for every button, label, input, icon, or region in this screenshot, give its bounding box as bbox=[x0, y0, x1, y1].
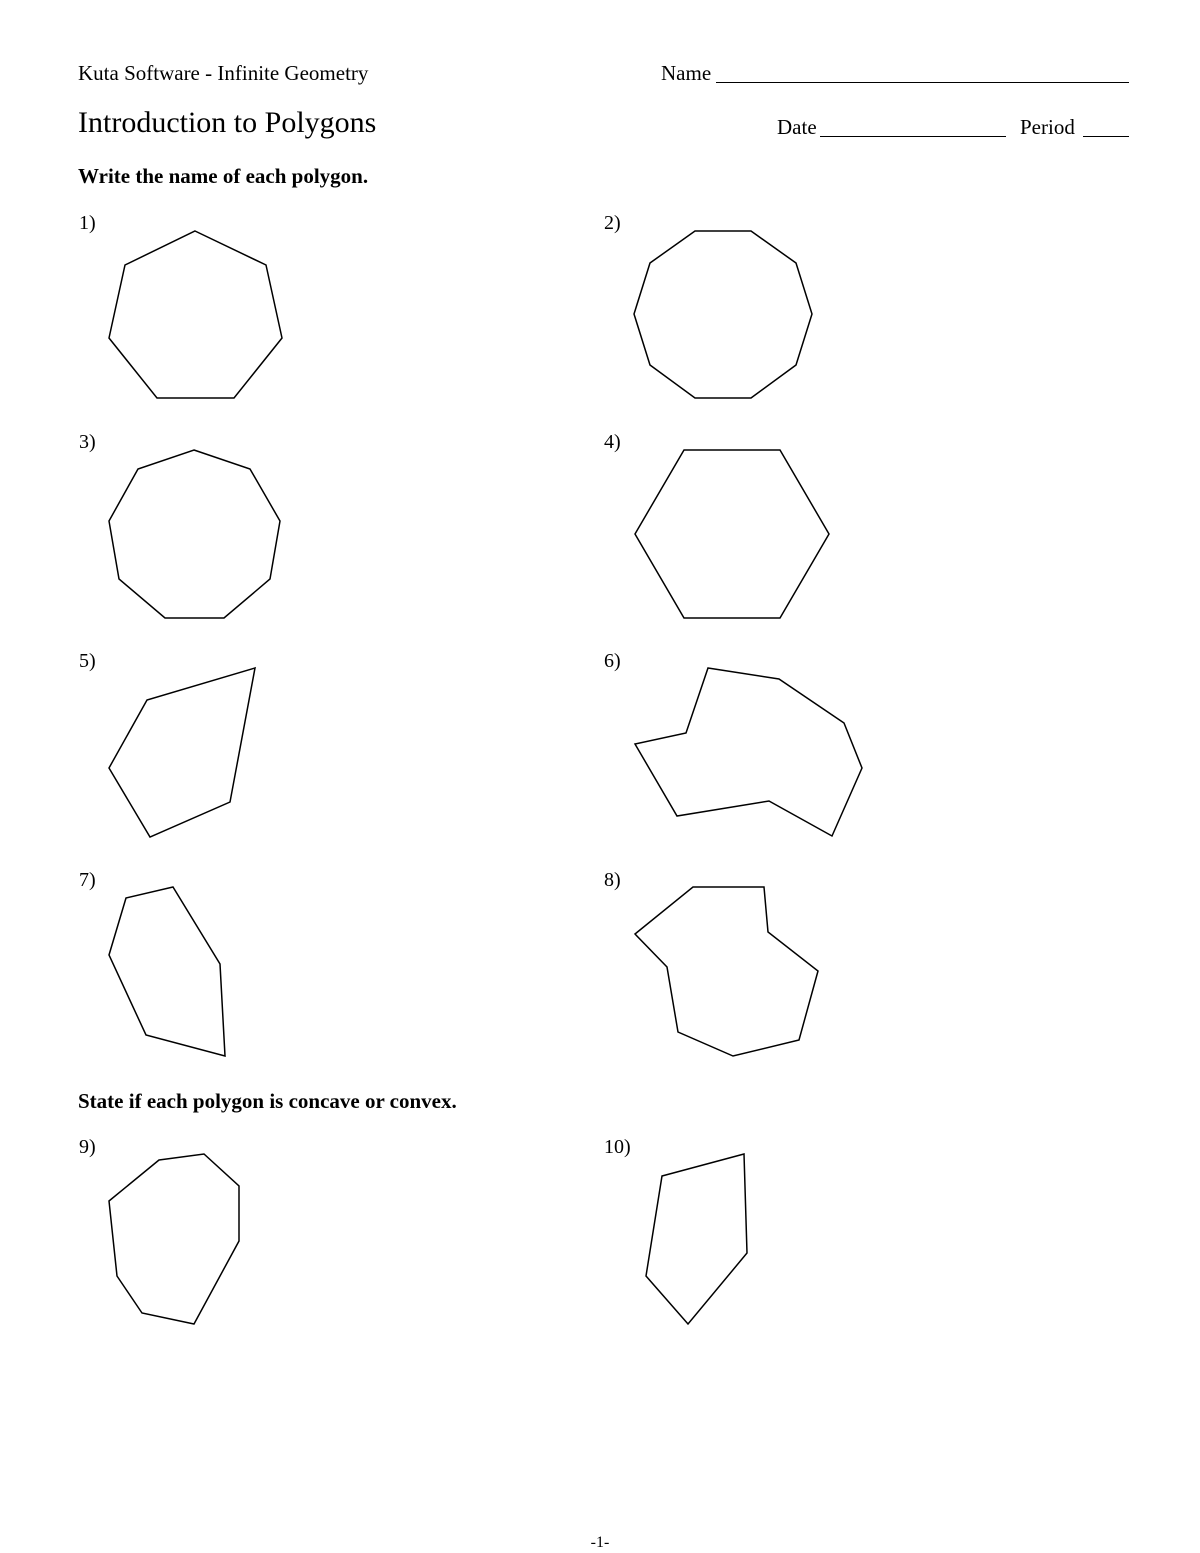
polygon-6-concave-octagon-figure bbox=[635, 668, 862, 836]
name-label: Name bbox=[661, 61, 712, 85]
page-number: -1- bbox=[590, 1534, 610, 1551]
problem-number-9: 9) bbox=[79, 1136, 96, 1158]
problem-number-5: 5) bbox=[79, 650, 96, 672]
problem-number-6: 6) bbox=[604, 650, 621, 672]
problem-number-7: 7) bbox=[79, 869, 96, 891]
polygon-10-figure bbox=[646, 1154, 747, 1324]
problem-number-3: 3) bbox=[79, 431, 96, 453]
polygon-1-heptagon-figure bbox=[109, 231, 282, 398]
problem-number-8: 8) bbox=[604, 869, 621, 891]
polygon-9-figure bbox=[109, 1154, 239, 1324]
period-label: Period bbox=[1020, 115, 1075, 139]
polygon-8-concave-decagon-figure bbox=[635, 887, 818, 1056]
name-blank-line[interactable] bbox=[716, 82, 1129, 83]
polygon-7-hexagon-figure bbox=[109, 887, 225, 1056]
date-blank-line[interactable] bbox=[820, 136, 1006, 137]
problem-number-4: 4) bbox=[604, 431, 621, 453]
problem-number-10: 10) bbox=[604, 1136, 631, 1158]
polygon-3-nonagon-figure bbox=[109, 450, 280, 618]
page-title: Introduction to Polygons bbox=[78, 106, 377, 139]
polygon-4-hexagon-figure bbox=[635, 450, 829, 618]
section-2-instruction: State if each polygon is concave or convex. bbox=[78, 1089, 457, 1113]
date-label: Date bbox=[777, 115, 817, 139]
polygon-2-decagon-figure bbox=[634, 231, 812, 398]
problem-number-2: 2) bbox=[604, 212, 621, 234]
polygon-5-pentagon-figure bbox=[109, 668, 255, 837]
section-1-instruction: Write the name of each polygon. bbox=[78, 164, 369, 188]
worksheet-source: Kuta Software - Infinite Geometry bbox=[78, 61, 369, 85]
period-blank-line[interactable] bbox=[1083, 136, 1129, 137]
problem-number-1: 1) bbox=[79, 212, 96, 234]
